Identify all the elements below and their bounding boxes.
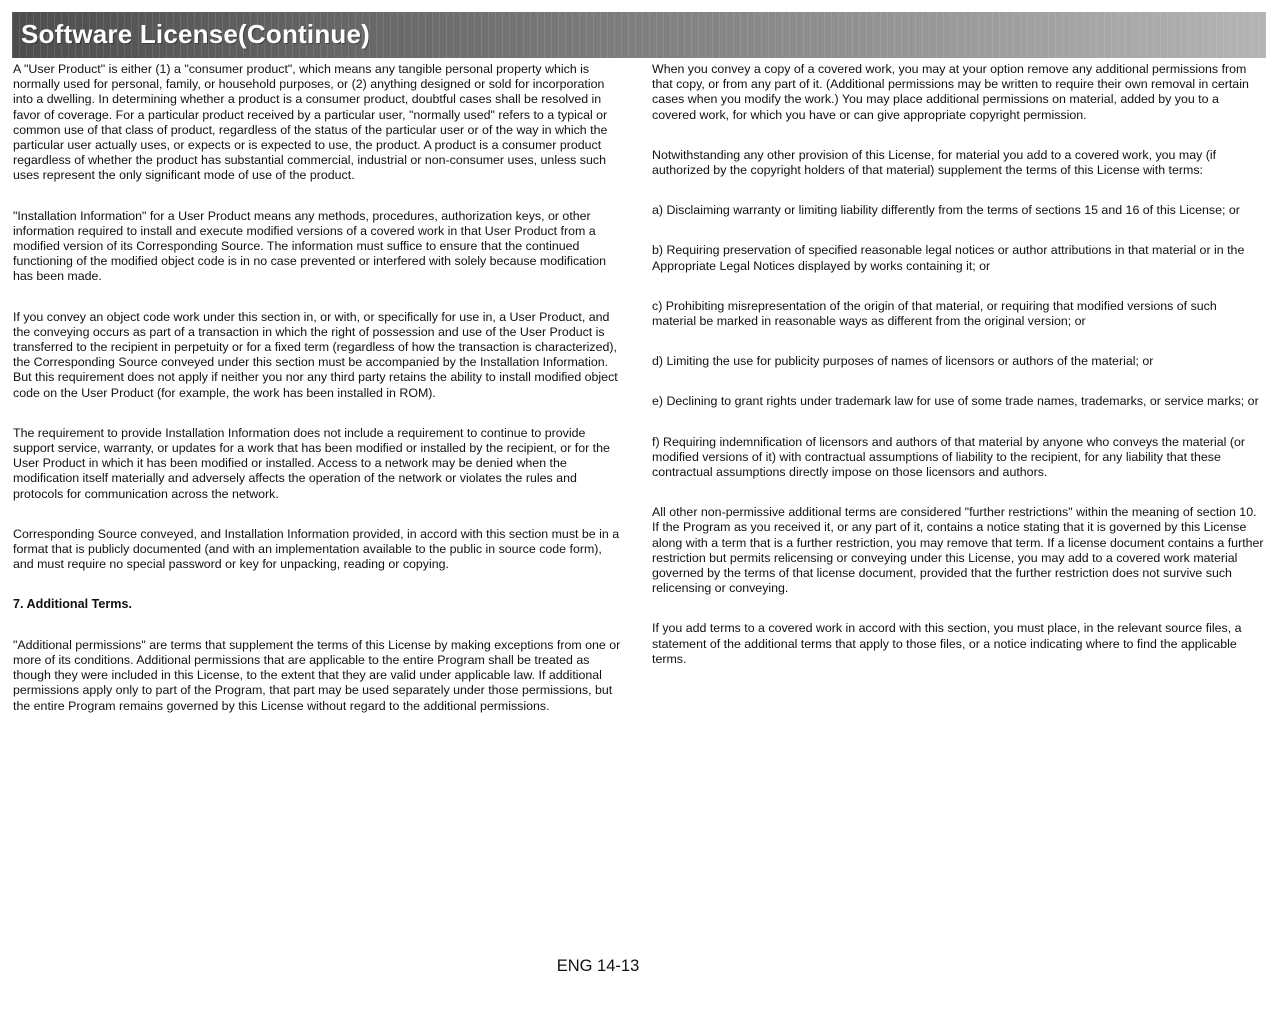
list-item-f: f) Requiring indemnification of licensors and authors of that material by anyone who conveys the material (or modified versions of it) with contractual assumptions of liability to the recipient, for any liability that these contractual assumptions directly impose on those licensors and authors. (652, 434, 1245, 480)
paragraph-further-restrictions: All other non-permissive additional terms are considered "further restrictions" within the meaning of section 10. If the Program as you received it, or any part of it, contains a notice stating that it is governed by this License along with a term that is a further restriction, you may remove that term. If a license document contains a further restriction but permits relicensing or conveying under this License, you may add to a covered work material governed by the terms of that license document, provided that the further restriction does not survive such relicensing or conveying. (652, 505, 1264, 596)
paragraph-remove-permissions: When you convey a copy of a covered work, you may at your option remove any additional permissions from that copy, or from any part of it. (Additional permissions may be written to require their own removal in certain cases when you modify the work.) You may place additional permissions on material, added by you to a covered work, for which you have or can give appropriate copyright permission. (652, 62, 1249, 122)
left-column (13, 62, 625, 739)
paragraph-corresponding-source-format: Corresponding Source conveyed, and Installation Information provided, in accord with this section must be in a format that is publicly documented (and with an implementation available to the public in source code form), and must require no special password or key for unpacking, reading or copying. (13, 526, 620, 572)
page-number: ENG 14-13 (556, 957, 640, 975)
list-item-d: d) Limiting the use for publicity purposes of names of licensors or authors of the material; or (652, 354, 1154, 369)
paragraph-requirement-support: The requirement to provide Installation Information does not include a requirement to continue to provide support service, warranty, or updates for a work that has been modified or installed by the recipient, or for the User Product in which it has been modified or installed. Access to a network may be denied when the modification itself materially and adversely affects the operation of the network or violates the rules and protocols for communication across the network. (13, 425, 610, 501)
list-item-a: a) Disclaiming warranty or limiting liability differently from the terms of sections 15 and 16 of this License; or (652, 203, 1240, 218)
paragraph-add-terms: If you add terms to a covered work in accord with this section, you must place, in the relevant source files, a statement of the additional terms that apply to those files, or a notice indicating where to find the applicable terms. (652, 621, 1242, 666)
list-item-e: e) Declining to grant rights under trademark law for use of some trade names, trademarks, or service marks; or (652, 394, 1259, 409)
page-title: Software License(Continue) (21, 19, 371, 49)
section-heading-additional-terms: 7. Additional Terms. (13, 597, 132, 612)
title-bar (12, 12, 1266, 58)
paragraph-user-product: A "User Product" is either (1) a "consumer product", which means any tangible personal property which is normally used for personal, family, or household purposes, or (2) anything designed or sold for incorporation into a dwelling. In determining whether a product is a consumer product, doubtful cases shall be resolved in favor of coverage. For a particular product received by a particular user, "normally used" refers to a typical or common use of that class of product, regardless of the status of the particular user or of the way in which the particular user actually uses, or expects or is expected to use, the product. A product is a consumer product regardless of whether the product has substantial commercial, industrial or non-consumer uses, unless such uses represent the only significant mode of use of the product. (13, 62, 608, 183)
paragraph-installation-information: "Installation Information" for a User Product means any methods, procedures, authorization keys, or other information required to install and execute modified versions of a covered work in that User Product from a modified version of its Corresponding Source. The information must suffice to ensure that the continued functioning of the modified object code is in no case prevented or interfered with solely because modification has been made. (13, 208, 607, 284)
paragraph-additional-permissions: "Additional permissions" are terms that supplement the terms of this License by making exceptions from one or more of its conditions. Additional permissions that are applicable to the entire Program shall be treated as though they were included in this License, to the extent that they are valid under applicable law. If additional permissions apply only to part of the Program, that part may be used separately under those permissions, but the entire Program remains governed by this License without regard to the additional permissions. (13, 637, 621, 713)
right-column (652, 62, 1264, 692)
paragraph-notwithstanding: Notwithstanding any other provision of this License, for material you add to a covered work, you may (if authorized by the copyright holders of that material) supplement the terms of this License with terms: (652, 147, 1217, 178)
paragraph-convey-object-code: If you convey an object code work under this section in, or with, or specifically for use in, a User Product, and the conveying occurs as part of a transaction in which the right of possession and use of the User Product is transferred to the recipient in perpetuity or for a fixed term (regardless of how the transaction is characterized), the Corresponding Source conveyed under this section must be accompanied by the Installation Information. But this requirement does not apply if neither you nor any third party retains the ability to install modified object code on the User Product (for example, the work has been installed in ROM). (13, 309, 618, 400)
list-item-c: c) Prohibiting misrepresentation of the origin of that material, or requiring that modified versions of such material be marked in reasonable ways as different from the original version; or (652, 298, 1217, 329)
list-item-b: b) Requiring preservation of specified reasonable legal notices or author attributions in that material or in the Appropriate Legal Notices displayed by works containing it; or (652, 243, 1245, 273)
